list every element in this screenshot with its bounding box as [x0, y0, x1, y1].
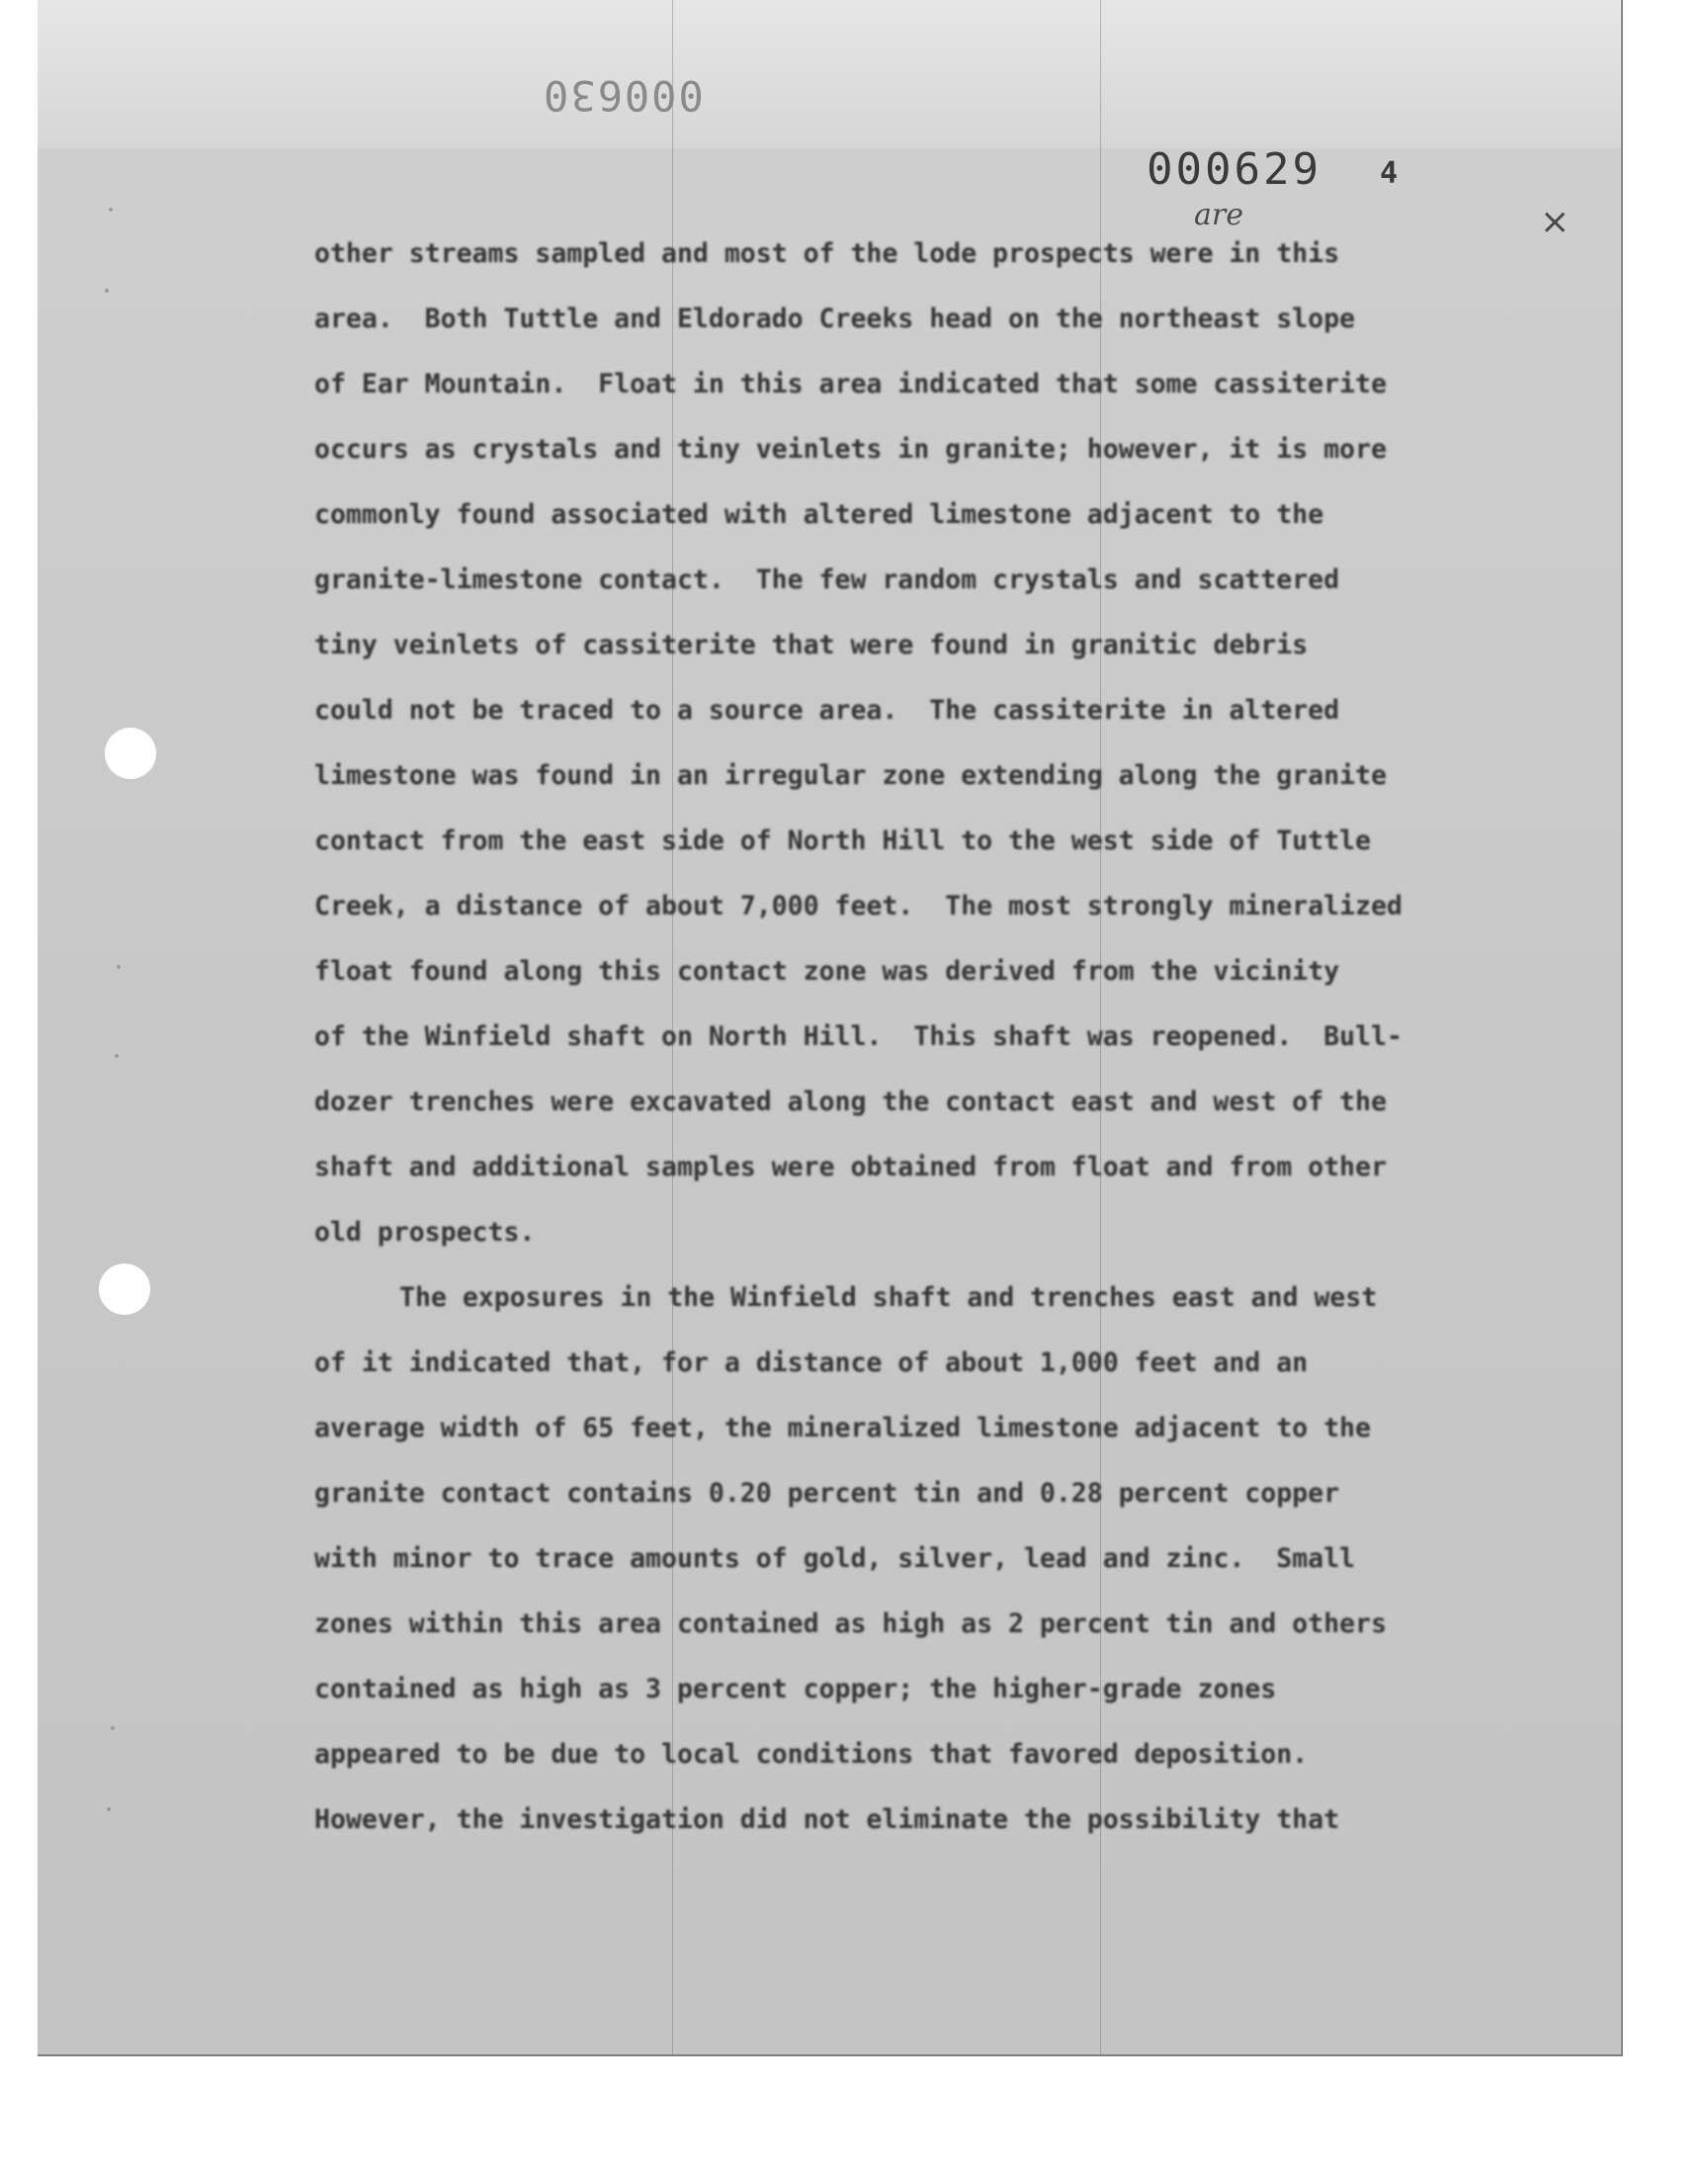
text-line: However, the investigation did not eliminate the possibility that	[314, 1804, 1340, 1835]
document-stamp-number: 000629	[1147, 144, 1322, 195]
text-line: area. Both Tuttle and Eldorado Creeks head on the northeast slope	[314, 304, 1355, 334]
scan-speck	[111, 1726, 115, 1730]
scan-speck	[107, 1807, 111, 1811]
text-line: appeared to be due to local conditions that favored deposition.	[314, 1739, 1309, 1770]
page-number: 4	[1380, 156, 1399, 191]
text-line: with minor to trace amounts of gold, silver, lead and zinc. Small	[314, 1543, 1355, 1574]
text-line: dozer trenches were excavated along the contact east and west of the	[314, 1087, 1387, 1117]
text-line: zones within this area contained as high as 2 percent tin and others	[314, 1609, 1387, 1639]
handwritten-correction: are	[1194, 198, 1243, 232]
text-line: float found along this contact zone was derived from the vicinity	[314, 956, 1340, 987]
text-line: commonly found associated with altered limestone adjacent to the	[314, 499, 1324, 530]
page-top-band	[38, 0, 1621, 148]
text-line: of the Winfield shaft on North Hill. This shaft was reopened. Bull-	[314, 1021, 1403, 1052]
text-line: limestone was found in an irregular zone extending along the granite	[314, 760, 1387, 791]
text-line: The exposures in the Winfield shaft and trenches east and west	[399, 1282, 1378, 1313]
scan-speck	[117, 965, 121, 969]
text-line: granite contact contains 0.20 percent tin and 0.28 percent copper	[314, 1478, 1340, 1509]
text-line: tiny veinlets of cassiterite that were found in granitic debris	[314, 630, 1309, 660]
scan-speck	[115, 1054, 119, 1058]
margin-check-mark: ×	[1540, 202, 1571, 242]
faint-stamp-number: 000630	[542, 71, 704, 120]
text-line: contained as high as 3 percent copper; the higher-grade zones	[314, 1674, 1277, 1704]
text-line: Creek, a distance of about 7,000 feet. The most strongly mineralized	[314, 891, 1403, 921]
punch-hole-lower	[99, 1263, 150, 1315]
punch-hole-upper	[105, 728, 156, 779]
text-line: occurs as crystals and tiny veinlets in granite; however, it is more	[314, 434, 1387, 465]
text-line: of Ear Mountain. Float in this area indicated that some cassiterite	[314, 369, 1387, 399]
text-line: old prospects.	[314, 1217, 536, 1248]
text-line: of it indicated that, for a distance of about 1,000 feet and an	[314, 1348, 1309, 1378]
text-line: shaft and additional samples were obtained from float and from other	[314, 1152, 1387, 1182]
scan-speck	[105, 289, 109, 293]
document-body	[314, 221, 1461, 1853]
paragraph-1	[314, 221, 1461, 1265]
paragraph-2	[314, 1265, 1461, 1853]
text-line: other streams sampled and most of the lode prospects were in this	[314, 238, 1340, 269]
scan-speck	[109, 208, 113, 212]
text-line: average width of 65 feet, the mineralized limestone adjacent to the	[314, 1413, 1371, 1443]
text-line: could not be traced to a source area. The cassiterite in altered	[314, 695, 1340, 726]
text-line: granite-limestone contact. The few random crystals and scattered	[314, 565, 1340, 595]
text-line: contact from the east side of North Hill to the west side of Tuttle	[314, 826, 1371, 856]
